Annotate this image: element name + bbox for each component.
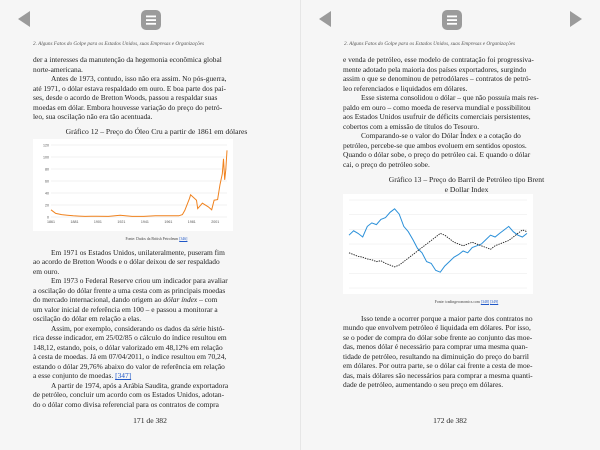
text-line: oscilação do dólar em relação a elas. [33,314,142,324]
text-line: das, menos dólar é necessário para comprar uma mesma quan- [343,342,528,352]
text-line: A partir de 1974, após a Arábia Saudita, grande exportadora [51,380,229,390]
source-link[interactable]: [348] [480,299,490,304]
text-line: Em 1971 os Estados Unidos, unilateralmente, puseram fim [51,247,225,257]
x-tick-label: 1881 [70,220,79,225]
left-navbar [0,0,300,38]
figure-caption-line: e Dollar Index [444,184,489,194]
text-line: de petróleo, concluir um acordo com os Estados Unidos, adotan- [33,390,225,400]
figure-caption [343,175,590,194]
text-fragment: do mercado internacional, dando origem ao [33,295,162,305]
y-tick-label: 120 [43,143,49,148]
figure-caption-line: Gráfico 13 – Preço do Barril de Petróleo tipo Brent [388,175,545,184]
text-line: se o poder de compra do dólar sobe frente ao conjunto das moe- [343,332,533,342]
spacer [343,305,590,314]
text-line: Esse sistema consolidou o dólar – que não possuía mais res- [361,93,539,102]
left-page-body [33,55,280,409]
text-line: das, mais dólares são necessários para comprar a mesma quanti- [343,370,533,380]
text-line: rica desse indicador, em 25/02/85 o cálculo do índice resultou em [33,333,227,343]
text-line: Comparando-se o valor do Dólar Índex e a cotação do [361,131,521,140]
text-line: estando o dólar 29,76% abaixo do valor de referência em relação [33,361,225,371]
brent-dollar-chart [343,194,533,294]
text-line: norte-americana. [33,64,83,74]
x-tick-label: 1941 [140,220,149,225]
text-line [33,295,280,305]
page-number: 171 de 382 [133,416,167,425]
source-link[interactable]: [349] [490,299,499,304]
text-line: 148,12, estando, pois, o dólar valorizado em 48,12% em relação [33,342,223,352]
text-line: dade de petróleo, aumentando o seu preço em dólares. [343,380,504,390]
text-line: Antes de 1973, contudo, isso não era assim. No pós-guerra, [51,74,227,83]
text-line: do o dólar como divisa referencial para os contratos de compra [33,399,219,409]
x-tick-label: 1961 [164,220,173,225]
text-line: tidade de petróleo, resultando na diminuição do preço do barril [343,351,529,361]
text-line: Quando o dólar sobe, o preço do petróleo cai. E quando o dólar [343,150,531,159]
y-tick-label: 60 [45,179,49,184]
text-line: petróleo, percebe-se que ambos evoluem em sentidos opostos. [343,140,527,150]
source-text: Fonte: Dados da British Petroleum [125,236,179,241]
y-tick-label: 80 [45,167,49,172]
text-line: der a interesses da manutenção da hegemonia econômica global [33,55,222,64]
x-tick-label: 1921 [117,220,126,225]
previous-page-icon[interactable] [14,8,36,30]
text-line: assim o que se denominou de petrodólares – contratos de petró- [343,74,531,83]
text-line: cai, o preço do petróleo sobe. [343,159,430,169]
y-tick-label: 40 [45,191,49,196]
menu-icon[interactable] [140,9,162,31]
text-line: cobertos com a emissão de títulos do Tesouro. [343,121,480,131]
text-line: ses, desde o acordo de Bretton Woods, passou a respaldar suas [33,93,218,102]
source-link[interactable]: [346] [179,236,188,241]
right-navbar [301,0,600,38]
right-page-body [343,55,590,390]
text-line: e venda de petróleo, esse modelo de contratação foi progressiva- [343,55,534,64]
running-head: 2. Alguns Fatos do Golpe para os Estados Unidos, suas Empresas e Organizações [344,41,515,47]
x-tick-label: 1981 [187,220,196,225]
oil-price-chart [33,139,233,231]
text-line: Em 1973 o Federal Reserve criou um indicador para avaliar [51,276,228,286]
text-line: Isso tende a ocorrer porque a maior parte dos contratos no [361,313,533,323]
text-fragment: a esse conjunto de moedas. [33,371,114,381]
y-tick-label: 20 [45,203,49,208]
source-text: Fonte: tradingeconomics.com [434,299,480,304]
text-line: à cesta de moedas. Já em 07/04/2011, o índice resultou em 70,24, [33,352,227,362]
text-line: até 1971, o dólar estava respaldado em ouro. E boa parte dos paí- [33,83,226,93]
text-line [33,371,280,381]
text-line: ao acordo de Bretton Woods e o dólar deixou de ser respaldado [33,257,220,267]
text-line: a oscilação do dólar frente a uma cesta com as principais moedas [33,285,226,295]
italic-term: dólar índex [163,295,198,305]
running-head: 2. Alguns Fatos do Golpe para os Estados Unidos, suas Empresas e Organizações [33,41,204,47]
text-line: paldo em ouro – como moeda de reserva mundial e possibilitou [343,102,531,112]
previous-page-icon[interactable] [315,8,337,30]
y-tick-label: 100 [43,155,49,160]
text-fragment: – com [199,295,218,305]
text-line: em ouro. [33,266,60,276]
text-line: Assim, por exemplo, considerando os dados da série histó- [51,323,225,333]
text-line: mente adotado pela maioria dos países exportadores, surgindo [343,64,527,74]
x-tick-label: 1861 [47,220,55,225]
text-line: leo referenciados e liquidados em dólares. [343,83,468,93]
text-line: leo, sua oscilação não era tão acentuada. [33,112,153,121]
text-line: um valor inicial de referência em 100 – e passou a monitorar a [33,304,218,314]
text-line: mundo que envolvem petróleo é liquidada em dólares. Por isso, [343,323,531,333]
x-tick-label: 2001 [211,220,220,225]
text-line: moedas em dólar. Embora houvesse variação do preço do petró- [33,102,223,112]
y-tick-label: 0 [47,215,49,220]
next-page-icon[interactable] [564,8,586,30]
text-line: aos Estados Unidos usufruir de déficits comerciais persistentes, [343,112,531,121]
x-tick-label: 1901 [93,220,102,225]
reference-link[interactable]: [347] [115,371,132,381]
menu-icon[interactable] [441,9,463,31]
figure-caption: Gráfico 12 – Preço do Óleo Cru a partir de 1861 em dólares [65,126,248,136]
page-number: 172 de 382 [433,416,467,425]
text-line: em dólares. Por outra parte, se o dólar cai frente a cesta de moe- [343,361,533,371]
